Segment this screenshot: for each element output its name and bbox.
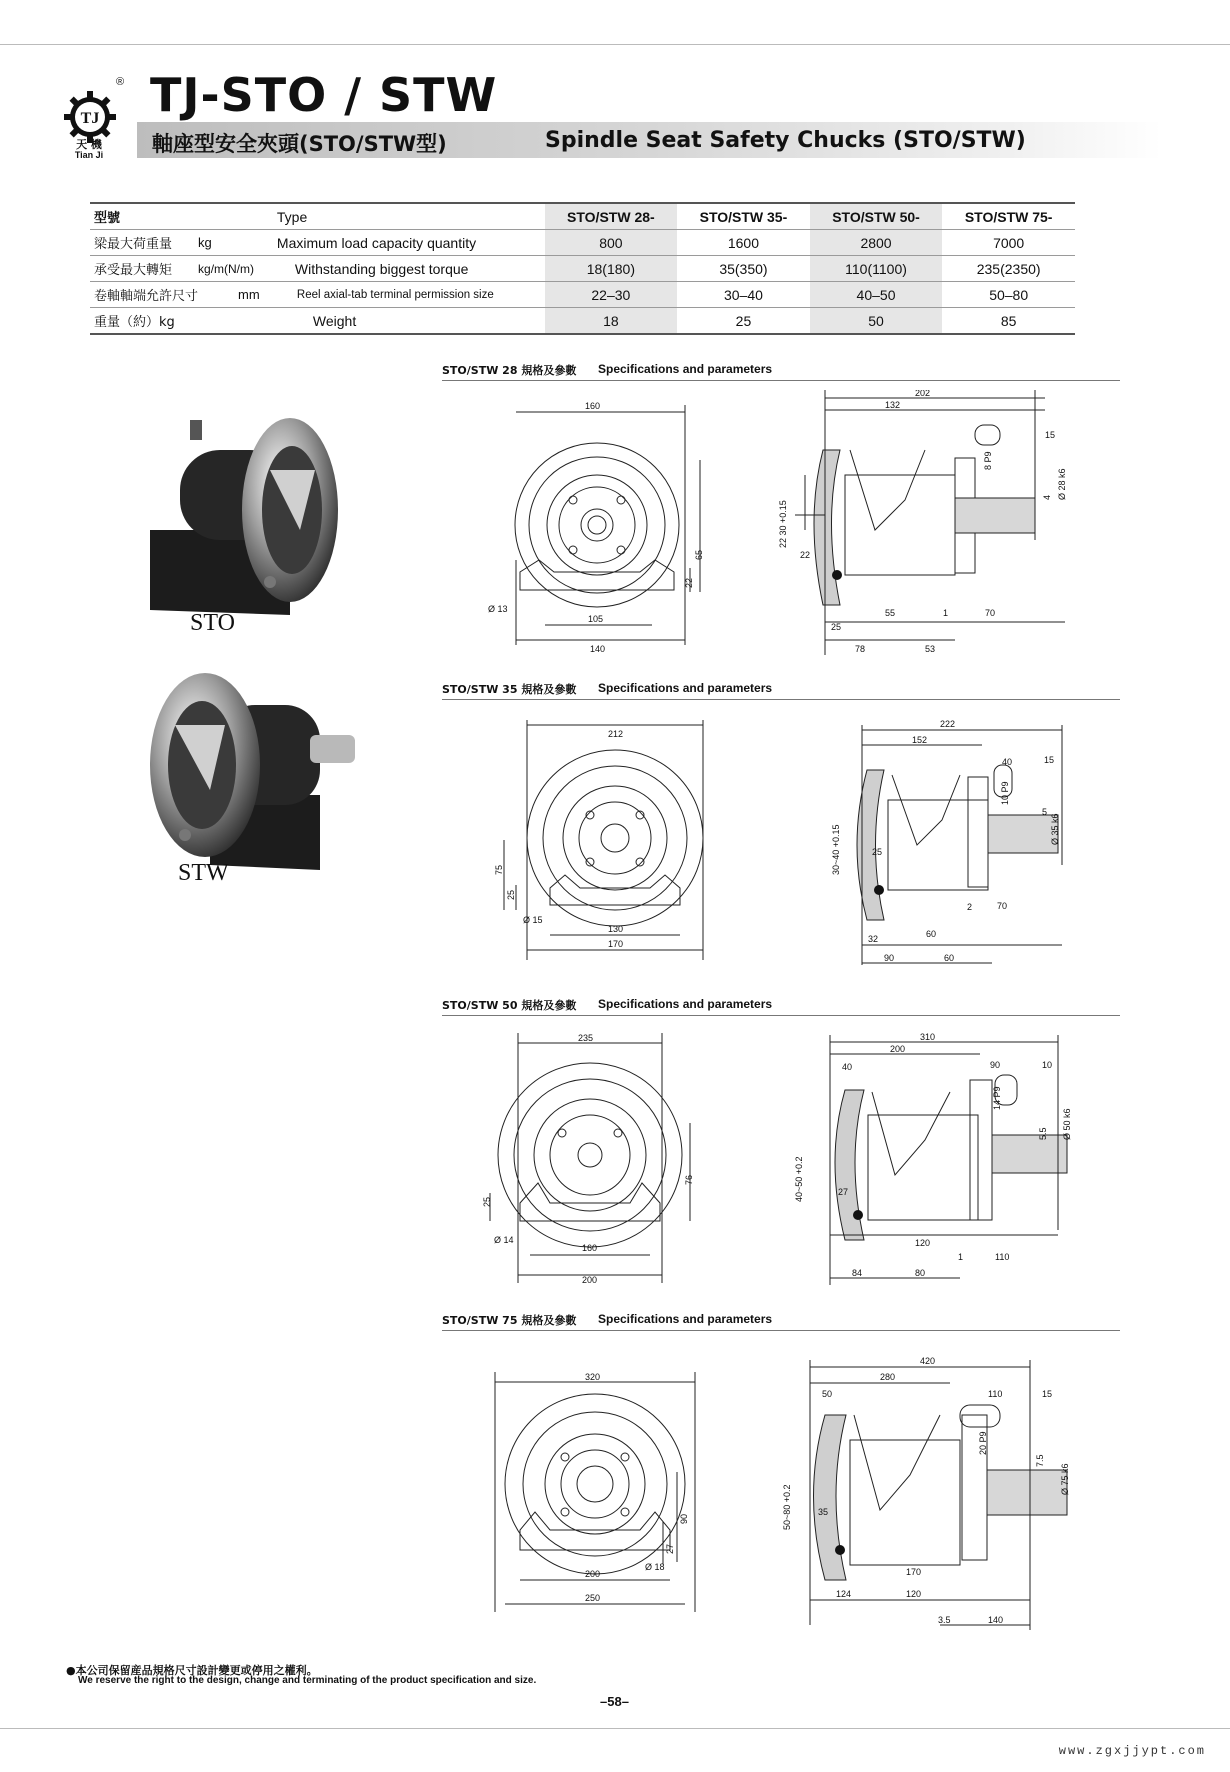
- svg-text:Ø 75 k6: Ø 75 k6: [1060, 1463, 1070, 1495]
- svg-text:27: 27: [665, 1543, 675, 1554]
- row-label-en: Maximum load capacity quantity: [277, 230, 545, 256]
- svg-text:132: 132: [885, 400, 901, 410]
- logo-cn-text: 天 機: [76, 138, 102, 151]
- sto75-side-drawing: [780, 1355, 1080, 1635]
- svg-text:160: 160: [582, 1243, 598, 1253]
- sto-chuck-photo: [140, 410, 360, 640]
- header-col: STO/STW 35-: [677, 203, 810, 230]
- svg-text:90: 90: [679, 1513, 689, 1524]
- footnote-cn: ●本公司保留産品規格尺寸設計變更或停用之權利。: [66, 1664, 318, 1677]
- svg-text:Ø 14: Ø 14: [494, 1235, 514, 1245]
- svg-text:Ø 50 k6: Ø 50 k6: [1062, 1108, 1072, 1140]
- table-cell: 235(2350): [942, 256, 1075, 282]
- svg-text:75: 75: [494, 864, 504, 875]
- svg-text:60: 60: [944, 953, 955, 963]
- section-heading-35: [442, 681, 1120, 700]
- bottom-rule: [0, 1728, 1230, 1729]
- sto35-front-drawing: [490, 720, 720, 965]
- header-col: STO/STW 75-: [942, 203, 1075, 230]
- svg-text:5.5: 5.5: [1038, 1127, 1048, 1140]
- svg-text:10: 10: [1042, 1060, 1053, 1070]
- svg-text:40: 40: [842, 1062, 853, 1072]
- row-unit: kg/m(N/m): [198, 256, 277, 282]
- row-label-en: Weight: [277, 308, 545, 335]
- table-cell: 50: [810, 308, 943, 335]
- section-title-cn: STO/STW 50 規格及參數: [442, 999, 577, 1012]
- svg-text:420: 420: [920, 1356, 936, 1366]
- svg-text:76: 76: [684, 1174, 694, 1185]
- svg-text:105: 105: [588, 614, 604, 624]
- svg-text:55: 55: [885, 608, 896, 618]
- sto28-front-drawing: [480, 400, 730, 655]
- svg-text:Ø 13: Ø 13: [488, 604, 508, 614]
- svg-text:200: 200: [890, 1044, 906, 1054]
- svg-text:60: 60: [926, 929, 937, 939]
- svg-text:35: 35: [818, 1507, 829, 1517]
- svg-text:152: 152: [912, 735, 928, 745]
- header-en: Type: [277, 203, 545, 230]
- svg-text:110: 110: [988, 1389, 1003, 1399]
- page-number: –58–: [600, 1694, 629, 1709]
- sto-label: STO: [190, 610, 235, 636]
- svg-text:22 30 +0.15: 22 30 +0.15: [778, 500, 788, 548]
- svg-text:22: 22: [684, 577, 694, 588]
- row-label-cn: 梁最大荷重量: [90, 230, 198, 256]
- section-heading-50: [442, 997, 1120, 1016]
- table-row: [90, 282, 1075, 308]
- section-title-cn: STO/STW 75 規格及參數: [442, 1314, 577, 1327]
- svg-text:170: 170: [608, 939, 624, 949]
- svg-text:40~50 +0.2: 40~50 +0.2: [794, 1156, 804, 1202]
- section-title-en: Specifications and parameters: [598, 997, 773, 1011]
- row-label-cn: 重量（約）kg: [90, 308, 198, 335]
- svg-text:4: 4: [1042, 494, 1052, 500]
- row-label-en: Reel axial-tab terminal permission size: [277, 282, 545, 308]
- svg-text:25: 25: [831, 622, 842, 632]
- subtitle-cn: 軸座型安全夾頭(STO/STW型): [152, 132, 447, 156]
- svg-text:84: 84: [852, 1268, 863, 1278]
- table-row: [90, 308, 1075, 335]
- svg-text:65: 65: [694, 549, 704, 560]
- table-cell: 110(1100): [810, 256, 943, 282]
- svg-text:Ø 28 k6: Ø 28 k6: [1057, 468, 1067, 500]
- table-cell: 2800: [810, 230, 943, 256]
- table-cell: 35(350): [677, 256, 810, 282]
- header-col: STO/STW 28-: [545, 203, 678, 230]
- svg-text:15: 15: [1044, 755, 1055, 765]
- sto35-side-drawing: [822, 715, 1077, 975]
- svg-text:15: 15: [1042, 1389, 1053, 1399]
- svg-text:202: 202: [915, 390, 931, 398]
- svg-text:14 P9: 14 P9: [992, 1086, 1002, 1110]
- svg-text:30~40 +0.15: 30~40 +0.15: [831, 824, 841, 875]
- table-cell: 50–80: [942, 282, 1075, 308]
- row-label-en: Withstanding biggest torque: [277, 256, 545, 282]
- svg-text:27: 27: [838, 1187, 849, 1197]
- svg-text:200: 200: [585, 1569, 601, 1579]
- stw-label: STW: [178, 860, 229, 886]
- header-cn: 型號: [90, 203, 198, 230]
- table-row: [90, 230, 1075, 256]
- svg-text:22: 22: [800, 550, 811, 560]
- svg-text:124: 124: [836, 1589, 852, 1599]
- svg-text:8 P9: 8 P9: [983, 451, 993, 470]
- svg-text:10 P9: 10 P9: [1000, 781, 1010, 805]
- stw-chuck-photo: [130, 665, 360, 895]
- logo-en-text: Tian Ji: [74, 150, 104, 160]
- sto50-side-drawing: [790, 1030, 1085, 1290]
- row-unit: kg: [198, 230, 277, 256]
- svg-text:32: 32: [868, 934, 879, 944]
- spec-table: [90, 202, 1075, 335]
- row-label-cn: 承受最大轉矩: [90, 256, 198, 282]
- sto28-side-drawing: [775, 390, 1080, 655]
- section-title-en: Specifications and parameters: [598, 681, 773, 695]
- svg-text:25: 25: [506, 889, 516, 900]
- table-cell: 18: [545, 308, 678, 335]
- svg-text:170: 170: [906, 1567, 922, 1577]
- svg-text:90: 90: [884, 953, 895, 963]
- table-cell: 800: [545, 230, 678, 256]
- sto50-front-drawing: [480, 1033, 725, 1288]
- subtitle-en: Spindle Seat Safety Chucks (STO/STW): [545, 128, 1026, 153]
- svg-text:120: 120: [915, 1238, 931, 1248]
- svg-text:310: 310: [920, 1032, 936, 1042]
- logo-mark: TJ: [80, 110, 100, 127]
- svg-text:50~80 +0.2: 50~80 +0.2: [782, 1484, 792, 1530]
- table-cell: 25: [677, 308, 810, 335]
- svg-text:2: 2: [967, 902, 973, 912]
- svg-text:250: 250: [585, 1593, 601, 1603]
- svg-text:70: 70: [997, 901, 1008, 911]
- svg-text:50: 50: [822, 1389, 833, 1399]
- svg-text:320: 320: [585, 1372, 601, 1382]
- svg-text:212: 212: [608, 729, 624, 739]
- svg-text:110: 110: [995, 1252, 1010, 1262]
- section-title-cn: STO/STW 35 規格及參數: [442, 683, 577, 696]
- page-title: TJ-STO / STW: [150, 68, 498, 122]
- svg-text:235: 235: [578, 1033, 594, 1043]
- svg-text:15: 15: [1045, 430, 1056, 440]
- row-unit: mm: [198, 282, 277, 308]
- table-cell: 22–30: [545, 282, 678, 308]
- svg-text:40: 40: [1002, 757, 1013, 767]
- svg-text:80: 80: [915, 1268, 926, 1278]
- svg-text:Ø 35 k6: Ø 35 k6: [1050, 813, 1060, 845]
- svg-text:25: 25: [872, 847, 883, 857]
- table-cell: 85: [942, 308, 1075, 335]
- svg-text:130: 130: [608, 924, 624, 934]
- section-heading-75: [442, 1312, 1120, 1331]
- table-cell: 30–40: [677, 282, 810, 308]
- svg-text:280: 280: [880, 1372, 896, 1382]
- svg-text:140: 140: [590, 644, 606, 654]
- watermark-url: www.zgxjjypt.com: [1058, 1744, 1206, 1758]
- svg-text:200: 200: [582, 1275, 598, 1285]
- svg-text:1: 1: [943, 608, 949, 618]
- svg-text:222: 222: [940, 719, 956, 729]
- header-col: STO/STW 50-: [810, 203, 943, 230]
- svg-text:70: 70: [985, 608, 996, 618]
- svg-text:90: 90: [990, 1060, 1001, 1070]
- svg-text:7.5: 7.5: [1035, 1454, 1045, 1467]
- svg-text:3.5: 3.5: [938, 1615, 951, 1625]
- section-title-cn: STO/STW 28 規格及參數: [442, 364, 577, 377]
- svg-text:Ø 18: Ø 18: [645, 1562, 665, 1572]
- sto75-front-drawing: [485, 1372, 715, 1617]
- section-heading-28: [442, 362, 1120, 381]
- footnote-en: We reserve the right to the design, change and terminating of the product specification and size.: [78, 1675, 537, 1686]
- row-label-cn: 卷軸軸端允許尺寸: [90, 282, 198, 308]
- svg-text:5: 5: [1042, 807, 1048, 817]
- svg-text:120: 120: [906, 1589, 922, 1599]
- table-cell: 40–50: [810, 282, 943, 308]
- registered-mark: ®: [116, 76, 125, 88]
- section-title-en: Specifications and parameters: [598, 362, 773, 376]
- svg-text:160: 160: [585, 401, 601, 411]
- section-title-en: Specifications and parameters: [598, 1312, 773, 1326]
- table-header-row: [90, 203, 1075, 230]
- svg-text:53: 53: [925, 644, 936, 654]
- row-unit: [198, 308, 277, 335]
- svg-text:25: 25: [482, 1196, 492, 1207]
- table-cell: 7000: [942, 230, 1075, 256]
- svg-text:20 P9: 20 P9: [978, 1431, 988, 1455]
- top-rule: [0, 44, 1230, 45]
- table-cell: 1600: [677, 230, 810, 256]
- table-cell: 18(180): [545, 256, 678, 282]
- svg-text:Ø 15: Ø 15: [523, 915, 543, 925]
- svg-text:78: 78: [855, 644, 866, 654]
- table-row: [90, 256, 1075, 282]
- svg-text:140: 140: [988, 1615, 1004, 1625]
- svg-text:1: 1: [958, 1252, 964, 1262]
